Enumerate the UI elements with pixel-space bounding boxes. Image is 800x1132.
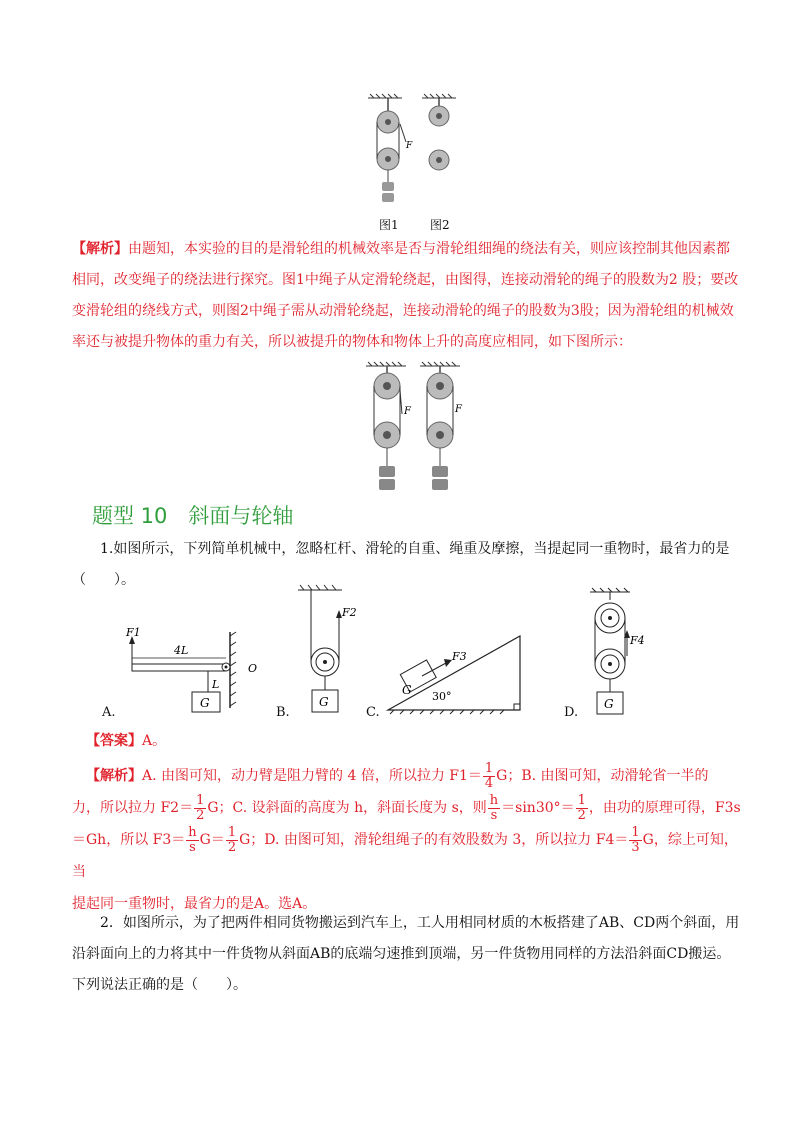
- pivot-label-o: O: [248, 662, 258, 675]
- analysis-text: ，由功的原理可得，F3s: [588, 800, 741, 816]
- option-b-label: B.: [276, 705, 290, 720]
- fraction: $\frac{h}{s}$: [188, 824, 197, 855]
- force-label-f3: F3: [452, 650, 467, 663]
- analysis-tag: 【解析】: [72, 241, 128, 257]
- answer-line: [86, 730, 166, 750]
- force-label: F: [406, 141, 413, 151]
- analysis-text: 由题知，本实验的目的是滑轮组的机械效率是否与滑轮组细绳的绕法有关，则应该控制其他因素都相同，改变绳子的绕法进行探究。图1中绳子从定滑轮绕起，由图得，连接动滑轮的绳子的股数为2 股；要改变滑轮组的绕线方式，则图2中绳子需从动滑轮绕起，连接动滑轮的绳子的股数为3股；因为滑轮组的机械效率还与被提升物体的重力有关，所以被提升的物体和物体上升的高度应相同，如下图所示：: [72, 241, 739, 350]
- option-a-label: A.: [102, 705, 116, 720]
- weight-label-d: G: [604, 697, 614, 711]
- force-label-left: F: [404, 406, 411, 417]
- analysis-text: ＝Gh，所以 F3＝: [72, 832, 186, 848]
- analysis-text: ＝sin30°＝: [501, 800, 575, 816]
- analysis-paragraph-2: [72, 760, 742, 920]
- figure-option-c: [380, 630, 530, 720]
- force-label-f4: F4: [630, 634, 645, 647]
- option-d-label: D.: [564, 705, 579, 720]
- pulley-figure-solution: [362, 360, 472, 498]
- analysis-text: G＝: [199, 832, 225, 848]
- analysis-text: A. 由图可知，动力臂是阻力臂的 4 倍，所以拉力 F1＝: [142, 768, 482, 784]
- analysis-paragraph-1: [72, 234, 742, 358]
- fraction: $\frac{1}{3}$: [631, 824, 640, 855]
- analysis-text: G；B. 由图可知，动滑轮省一半的: [496, 768, 709, 784]
- answer-tag: 【答案】: [86, 733, 142, 749]
- angle-label: 30°: [432, 690, 452, 703]
- figure-2-label: 图2: [430, 218, 450, 232]
- weight-label-a: G: [200, 696, 210, 710]
- arm-label-4l: 4L: [174, 644, 189, 657]
- arm-label-l: L: [212, 678, 220, 691]
- fraction: $\frac{1}{2}$: [577, 792, 586, 823]
- fraction: $\frac{1}{2}$: [196, 792, 205, 823]
- fraction: $\frac{1}{4}$: [484, 760, 494, 791]
- weight-label-b: G: [319, 695, 329, 709]
- figure-option-d: [586, 586, 646, 720]
- force-label-f1: F1: [126, 626, 141, 639]
- pulley-figure-top: [362, 92, 462, 232]
- answer-text: A。: [142, 733, 167, 749]
- analysis-text: G；C. 设斜面的高度为 h，斜面长度为 s，则: [207, 800, 487, 816]
- force-label-f2: F2: [342, 606, 357, 619]
- fraction: $\frac{1}{2}$: [227, 824, 237, 855]
- figure-option-a: [112, 620, 272, 720]
- analysis-tag-2: 【解析】: [86, 768, 142, 784]
- analysis-text: G，综上可知，当: [72, 832, 738, 880]
- force-label-right: F: [455, 404, 462, 415]
- analysis-text: 提起同一重物时，最省力的是A。选A。: [72, 896, 317, 912]
- fraction: $\frac{h}{s}$: [489, 792, 499, 823]
- option-c-label: C.: [366, 705, 380, 720]
- figure-option-b: [294, 582, 364, 722]
- figure-1-label: 图1: [379, 218, 399, 232]
- weight-label-c: G: [402, 683, 412, 697]
- question-1-stem: 1.如图所示，下列简单机械中，忽略杠杆、滑轮的自重、绳重及摩擦，当提起同一重物时，最省力的是（ ）。: [72, 541, 730, 588]
- section-title: 题型 10 斜面与轮轴: [92, 504, 294, 528]
- analysis-text: 力，所以拉力 F2＝: [72, 800, 194, 816]
- question-2-text: 2．如图所示，为了把两件相同货物搬运到汽车上，工人用相同材质的木板搭建了AB、CD两个斜面，用沿斜面向上的力将其中一件货物从斜面AB的底端匀速推到顶端，另一件货物用同样的方法沿斜面CD搬运。下列说法正确的是（ ）。: [72, 915, 740, 993]
- analysis-text: G；D. 由图可知，滑轮组绳子的有效股数为 3，所以拉力 F4＝: [239, 832, 629, 848]
